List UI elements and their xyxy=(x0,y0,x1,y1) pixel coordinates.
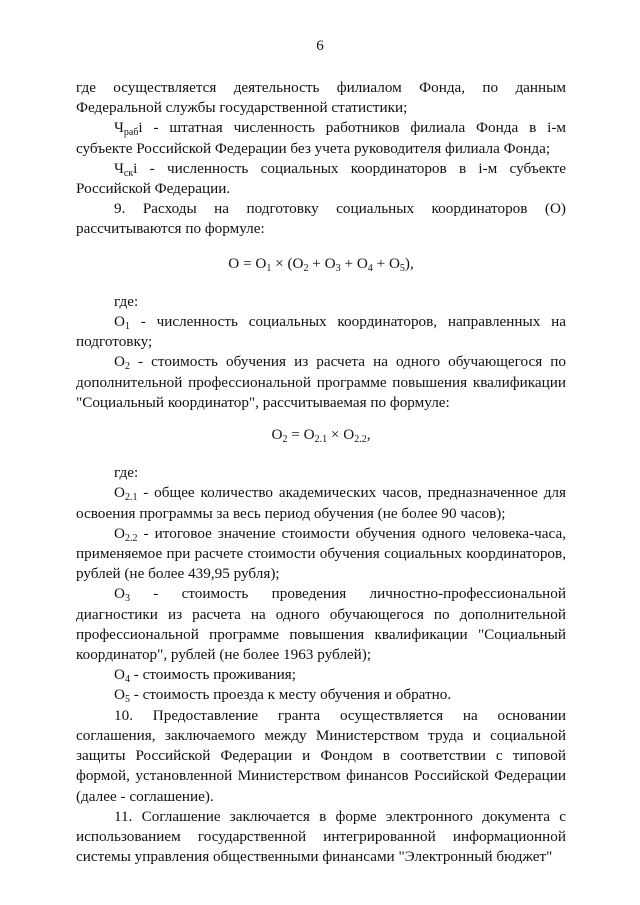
definition-text: - итоговое значение стоимости обучения одного человека-часа, применяемое при расчете стоимости обучения социальных координаторов, рублей (не более 439,95 рубля); xyxy=(76,524,566,583)
subscript: 2.2 xyxy=(124,532,138,544)
document-body xyxy=(76,78,566,867)
formula-sub: 2.1 xyxy=(314,434,328,446)
definition-text: - стоимость проведения личностно-профессиональной диагностики из расчета на одного обучающегося по дополнительной профессиональной программе повышения квалификации "Социальный координатор", рублей (не более 1963 рублей); xyxy=(76,585,566,664)
formula-o: $О = О_1 \times (О_2 + О_3 + О_4 + О_5)$, xyxy=(228,254,414,274)
definition-text: i - численность социальных координаторов в i-м субъекте Российской Федерации. xyxy=(76,159,566,198)
formula-sub: 3 xyxy=(335,262,341,274)
formula-o2: $О_2 = О_{2.1} \times О_{2.2}$, xyxy=(271,426,371,446)
formula-symbol: О xyxy=(343,426,355,444)
definition-text: - стоимость обучения из расчета на одного обучающегося по дополнительной профессиональной программе повышения квалификации "Социальный координатор", рассчитываемая по формуле: xyxy=(76,353,566,411)
formula-sub: 2.2 xyxy=(354,434,367,446)
paragraph-continuation: где осуществляется деятельность филиалом Фонда, по данным Федеральной службы государственной статистики; xyxy=(76,79,566,117)
symbol-o: О xyxy=(114,313,125,331)
definition-text: i - штатная численность работников филиала Фонда в i-м субъекте Российской Федерации без учета руководителя филиала Фонда; xyxy=(76,119,566,157)
formula-symbol: О xyxy=(271,426,283,444)
formula-sub: 2 xyxy=(303,262,309,274)
definition-o2 xyxy=(76,352,566,413)
symbol-o: О xyxy=(114,686,125,704)
subscript-sk: ск xyxy=(123,167,134,179)
subscript: 3 xyxy=(124,593,130,605)
symbol-o: О xyxy=(114,484,125,502)
formula-sub: 1 xyxy=(266,262,272,274)
definition-o4 xyxy=(76,665,566,685)
definition-text: - стоимость проезда к месту обучения и обратно. xyxy=(129,686,452,704)
definition-o22 xyxy=(76,524,566,585)
subscript: 5 xyxy=(124,694,130,706)
page-number: 6 xyxy=(316,38,324,54)
subscript: 4 xyxy=(124,674,130,686)
clause-11: 11. Соглашение заключается в форме электронного документа с использованием государственной интегрированной информационной системы управления общественными финансами "Электронный бюджет" xyxy=(76,807,566,866)
subscript: 1 xyxy=(124,321,130,333)
clause-9: 9. Расходы на подготовку социальных координаторов (О) рассчитываются по формуле: xyxy=(76,200,566,238)
formula-symbol: О xyxy=(356,254,368,272)
definition-text: - численность социальных координаторов, направленных на подготовку; xyxy=(76,313,566,351)
symbol-o: О xyxy=(114,353,125,371)
formula-sub: 4 xyxy=(367,262,373,274)
clause-10: 10. Предоставление гранта осуществляется на основании соглашения, заключаемого между Министерством труда и социальной защиты Российской Федерации и Фондом в соответствии с типовой формой, установленной Министерством финансов Российской Федерации (далее - соглашение). xyxy=(76,706,566,805)
formula-symbol: О xyxy=(292,254,304,272)
definition-o5 xyxy=(76,685,566,705)
definition-o21 xyxy=(76,483,566,523)
subscript-rab: раб xyxy=(123,127,139,139)
symbol-ch: Ч xyxy=(114,119,124,137)
symbol-o: О xyxy=(114,524,125,542)
subscript: 2 xyxy=(124,361,130,373)
symbol-ch: Ч xyxy=(114,159,124,177)
where-label-1: где: xyxy=(114,292,139,310)
formula-symbol: О xyxy=(324,254,336,272)
formula-sub: 2 xyxy=(282,434,288,446)
definition-text: - стоимость проживания; xyxy=(129,666,296,684)
symbol-o: О xyxy=(114,585,125,603)
where-label-2: где: xyxy=(114,464,139,482)
formula-symbol: О xyxy=(228,254,240,272)
formula-symbol: О xyxy=(255,254,267,272)
definition-o3 xyxy=(76,584,566,665)
definition-chsk xyxy=(76,159,566,199)
symbol-o: О xyxy=(114,666,125,684)
formula-symbol: О xyxy=(388,254,400,272)
formula-symbol: О xyxy=(303,426,315,444)
definition-chrab xyxy=(76,118,566,158)
formula-sub: 5 xyxy=(399,262,405,274)
definition-o1 xyxy=(76,312,566,352)
definition-text: - общее количество академических часов, предназначенное для освоения программы за весь период обучения (не более 90 часов); xyxy=(76,484,566,522)
subscript: 2.1 xyxy=(124,492,138,504)
